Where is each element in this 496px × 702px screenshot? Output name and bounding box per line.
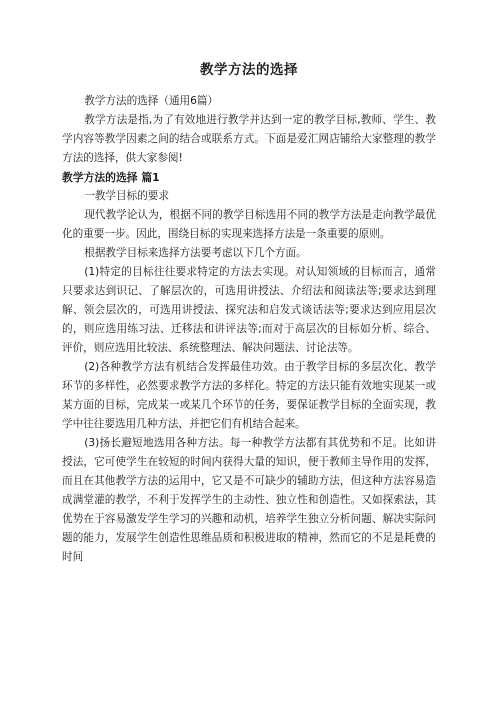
document-page xyxy=(62,60,436,567)
document-title: 教学方法的选择 xyxy=(200,62,298,78)
paragraph: (3)扬长避短地选用各种方法。每一种教学方法都有其优势和不足。比如讲授法，它可使学生在较短的时间内获得大量的知识，便于教师主导作用的发挥，而且在其他教学方法的运用中，它又是不可缺少的辅助方法，但这种方法容易造成满堂灌的教学，不利于发挥学生的主动性、独立性和创造性。又如探索法，其优势在于容易激发学生学习的兴趣和动机，培养学生独立分析问题、解决实际问题的能力，发展学生创造性思维品质和积极进取的精神，然而它的不足是耗费的时间 xyxy=(62,437,436,563)
section-heading: 教学方法的选择 篇1 xyxy=(62,171,160,184)
paragraph: 现代教学论认为，根据不同的教学目标选用不同的教学方法是走向教学最优化的重要一步。因此，围绕目标的实现来选择方法是一条重要的原则。 xyxy=(62,209,436,240)
paragraph: (2)各种教学方法有机结合发挥最佳功效。由于教学目标的多层次化、教学环节的多样性，必然要求教学方法的多样化。特定的方法只能有效地实现某一或某方面的目标，完成某一或某几个环节的任务，要保证教学目标的全面实现，教学中往往要选用几种方法，并把它们有机结合起来。 xyxy=(62,361,436,430)
paragraph: (1)特定的目标往往要求特定的方法去实现。对认知领域的目标而言，通常只要求达到识记、了解层次的，可选用讲授法、介绍法和阅读法等;要求达到理解、领会层次的，可选用讲授法、探究法和启发式谈话法等;要求达到应用层次的，则应选用练习法、迁移法和讲评法等;而对于高层次的目标如分析、综合、评价，则应选用比较法、系统整理法、解决问题法、讨论法等。 xyxy=(62,266,436,354)
document-body xyxy=(62,92,436,567)
paragraph: 教学方法的选择（通用6篇） xyxy=(84,95,219,107)
paragraph: 根据教学目标来选择方法要考虑以下几个方面。 xyxy=(84,247,307,259)
paragraph: 教学方法是指,为了有效地进行教学并达到一定的教学目标,教师、学生、教学内容等教学因素之间的结合或联系方式。下面是爱汇网店铺给大家整理的教学方法的选择，供大家参阅! xyxy=(62,114,436,164)
paragraph: 一教学目标的要求 xyxy=(84,190,169,202)
